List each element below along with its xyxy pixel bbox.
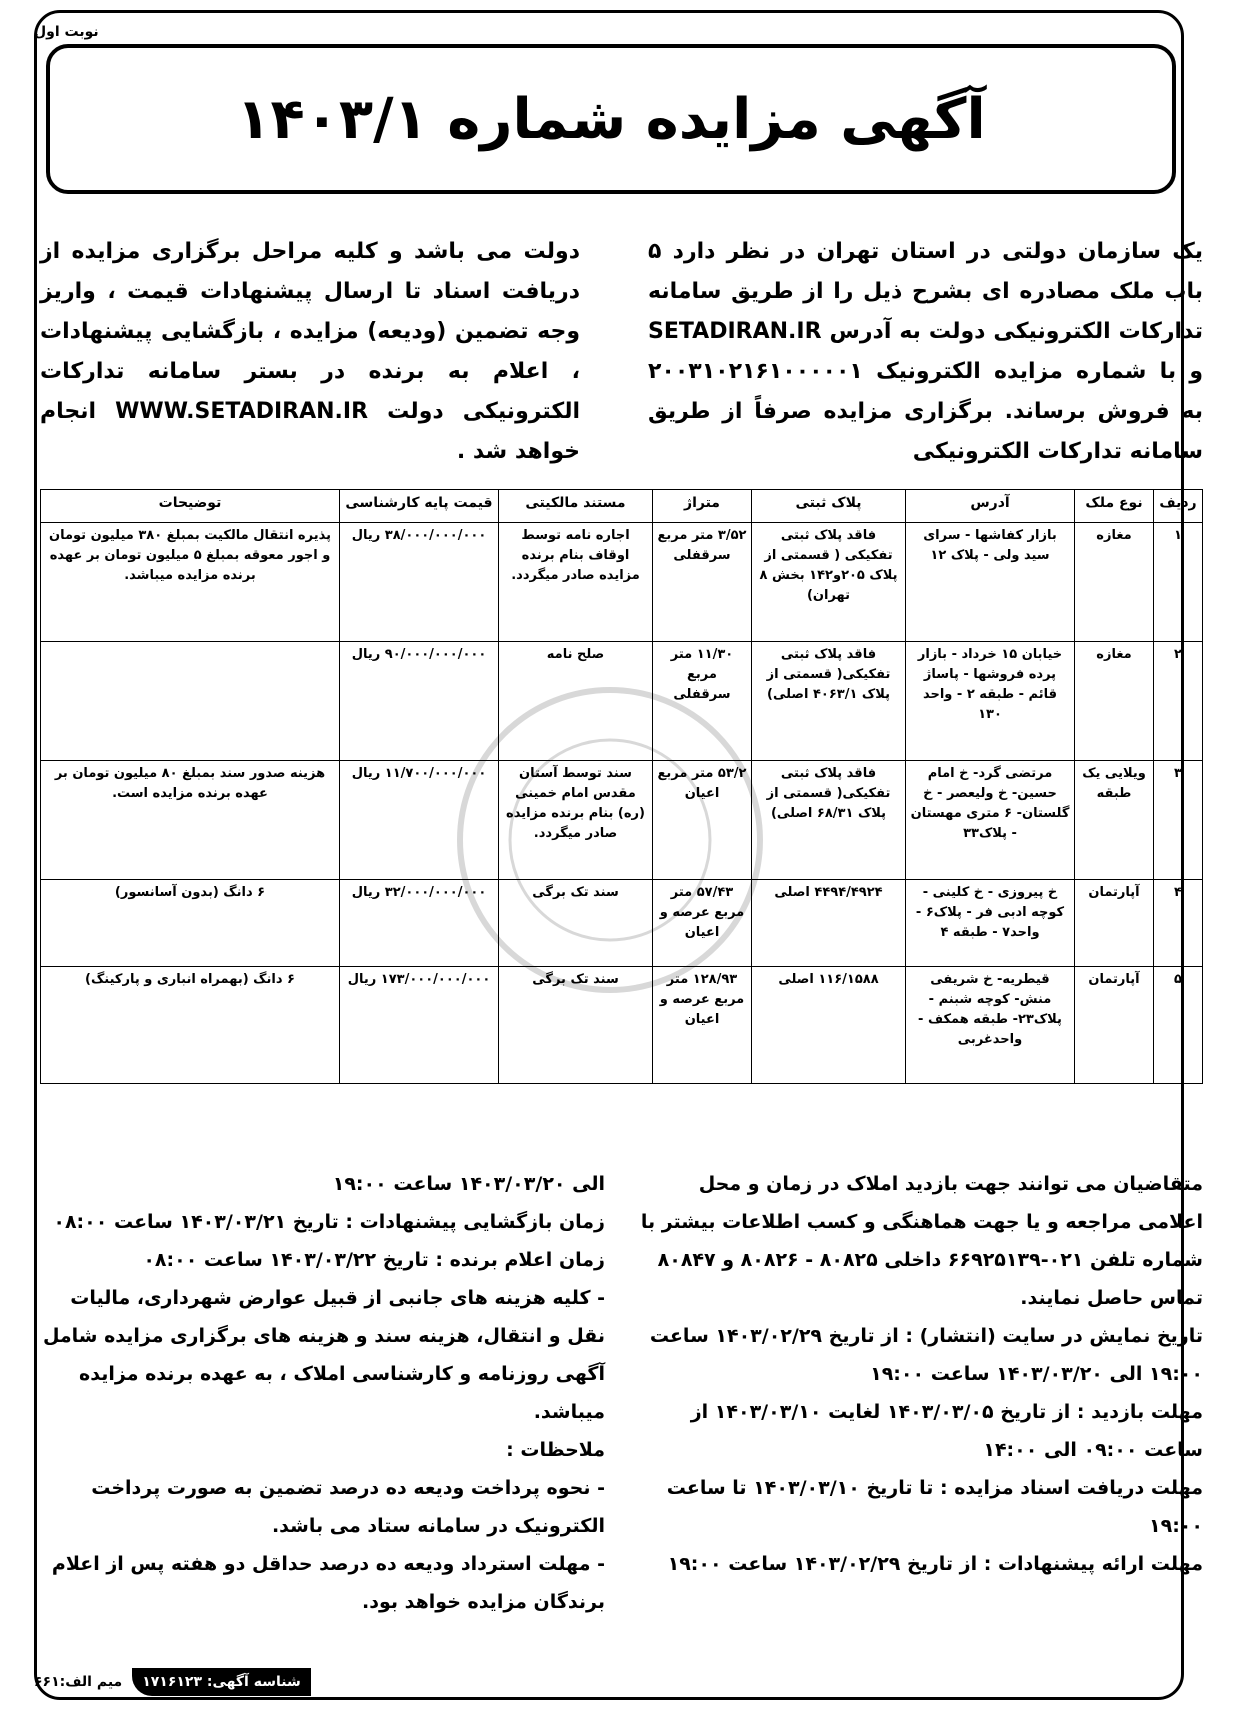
- cell-base-price: ۳۲/۰۰۰/۰۰۰/۰۰۰ ریال: [340, 880, 499, 967]
- footer: [34, 1665, 311, 1699]
- col-header-ownership: مستند مالکیتی: [499, 490, 653, 523]
- table-row: [41, 967, 1203, 1084]
- publication-code: میم الف:۶۶۱: [34, 1674, 123, 1690]
- costs-paragraph: - کلیه هزینه های جانبی از قبیل عوارض شهرداری، مالیات نقل و انتقال، هزینه سند و هزینه های برگزاری مزایده شامل آگهی روزنامه و کارشناسی املاک ، به عهده برنده مزایده میباشد.: [42, 1287, 605, 1423]
- cell-notes: هزینه صدور سند بمبلغ ۸۰ میلیون تومان بر عهده برنده مزایده است.: [41, 761, 340, 880]
- col-header-notes: توضیحات: [41, 490, 340, 523]
- offers-deadline-paragraph: مهلت ارائه پیشنهادات : از تاریخ ۱۴۰۳/۰۲/۲۹ ساعت ۱۹:۰۰: [667, 1553, 1203, 1575]
- notes-heading: ملاحظات :: [506, 1439, 605, 1461]
- col-header-plaque: پلاک ثبتی: [752, 490, 906, 523]
- col-header-type: نوع ملک: [1075, 490, 1154, 523]
- cell-area: ۵۷/۴۳ متر مربع عرصه و اعیان: [653, 880, 752, 967]
- cell-address: خیابان ۱۵ خرداد - بازار پرده فروشها - پاساژ قائم - طبقه ۲ - واحد ۱۳۰: [906, 642, 1075, 761]
- cell-ownership: سند تک برگی: [499, 967, 653, 1084]
- cell-plaque: فاقد پلاک ثبتی تفکیکی( قسمتی از پلاک ۴۰۶۳/۱ اصلی): [752, 642, 906, 761]
- intro-text-right: یک سازمان دولتی در استان تهران در نظر دارد ۵ باب ملک مصادره ای بشرح ذیل را از طریق سامانه تدارکات الکترونیکی دولت به آدرس SETADIRAN.IR و با شماره مزایده الکترونیک ۲۰۰۳۱۰۲۱۶۱۰۰۰۰۰۱ به فروش برساند. برگزاری مزایده صرفاً از طریق سامانه تدارکات الکترونیکی: [648, 239, 1203, 464]
- cell-type: مغازه: [1075, 523, 1154, 642]
- cell-type: ویلایی یک طبقه: [1075, 761, 1154, 880]
- cell-notes: ۶ دانگ (بدون آسانسور): [41, 880, 340, 967]
- cell-notes: پذیره انتقال مالکیت بمبلغ ۳۸۰ میلیون تومان و اجور معوقه بمبلغ ۵ میلیون تومان بر عهده برنده مزایده میباشد.: [41, 523, 340, 642]
- title-box: [46, 44, 1176, 194]
- cell-base-price: ۱۷۳/۰۰۰/۰۰۰/۰۰۰ ریال: [340, 967, 499, 1084]
- cell-type: آپارتمان: [1075, 967, 1154, 1084]
- cell-row-no: ۱: [1154, 523, 1203, 642]
- cell-address: خ پیروزی - خ کلینی - کوچه ادبی فر - پلاک۶ - واحد۷ - طبقه ۴: [906, 880, 1075, 967]
- cell-plaque: فاقد پلاک ثبتی تفکیکی( قسمتی از پلاک ۶۸/۳۱ اصلی): [752, 761, 906, 880]
- col-header-base-price: قیمت پایه کارشناسی: [340, 490, 499, 523]
- properties-table: [40, 489, 1203, 1084]
- schedule-right-column: [633, 1165, 1203, 1583]
- cell-plaque: ۴۴۹۴/۴۹۲۴ اصلی: [752, 880, 906, 967]
- cell-row-no: ۴: [1154, 880, 1203, 967]
- schedule-left-column: [40, 1165, 605, 1621]
- table-row: [41, 880, 1203, 967]
- page-title: آگهی مزایده شماره ۱۴۰۳/۱: [236, 86, 986, 152]
- intro-text-left: دولت می باشد و کلیه مراحل برگزاری مزایده از دریافت اسناد تا ارسال پیشنهادات قیمت ، واریز وجه تضمین (ودیعه) مزایده ، بازگشایی پیشنهادات ، اعلام به برنده در بستر سامانه تدارکات الکترونیکی دولت WWW.SETADIRAN.IR انجام خواهد شد .: [40, 239, 580, 464]
- cell-notes: ۶ دانگ (بهمراه انباری و پارکینگ): [41, 967, 340, 1084]
- col-header-address: آدرس: [906, 490, 1075, 523]
- cell-plaque: ۱۱۶/۱۵۸۸ اصلی: [752, 967, 906, 1084]
- cell-type: آپارتمان: [1075, 880, 1154, 967]
- round-label: نوبت اول: [34, 24, 99, 40]
- cell-area: ۱۱/۳۰ متر مربع سرقفلی: [653, 642, 752, 761]
- winner-announcement-paragraph: زمان اعلام برنده : تاریخ ۱۴۰۳/۰۳/۲۲ ساعت ۰۸:۰۰: [143, 1249, 605, 1271]
- cell-address: بازار کفاشها - سرای سید ولی - پلاک ۱۲: [906, 523, 1075, 642]
- cell-address: قیطریه- خ شریفی منش- کوچه شبنم - پلاک۲۳- طبقه همکف - واحدغربی: [906, 967, 1075, 1084]
- table-row: [41, 642, 1203, 761]
- cell-ownership: صلح نامه: [499, 642, 653, 761]
- cell-ownership: سند توسط آستان مقدس امام خمینی (ره) بنام برنده مزایده صادر میگردد.: [499, 761, 653, 880]
- cell-base-price: ۱۱/۷۰۰/۰۰۰/۰۰۰ ریال: [340, 761, 499, 880]
- documents-deadline-paragraph: مهلت دریافت اسناد مزایده : تا تاریخ ۱۴۰۳/۰۳/۱۰ تا ساعت ۱۹:۰۰: [666, 1477, 1203, 1537]
- cell-area: ۵۳/۲ متر مربع اعیان: [653, 761, 752, 880]
- deposit-payment-paragraph: - نحوه پرداخت ودیعه ده درصد تضمین به صورت پرداخت الکترونیک در سامانه ستاد می باشد.: [91, 1477, 605, 1537]
- table-row: [41, 523, 1203, 642]
- cell-row-no: ۵: [1154, 967, 1203, 1084]
- cell-base-price: ۳۸/۰۰۰/۰۰۰/۰۰۰ ریال: [340, 523, 499, 642]
- cell-ownership: اجاره نامه توسط اوقاف بنام برنده مزایده صادر میگردد.: [499, 523, 653, 642]
- cell-address: مرتضی گرد- خ امام حسین- خ ولیعصر - خ گلستان- ۶ متری مهستان - پلاک۳۳: [906, 761, 1075, 880]
- contact-paragraph: متقاضیان می توانند جهت بازدید املاک در زمان و محل اعلامی مراجعه و یا جهت هماهنگی و کسب اطلاعات بیشتر با شماره تلفن ۰۲۱-۶۶۹۲۵۱۳۹ داخلی ۸۰۸۲۵ - ۸۰۸۲۶ و ۸۰۸۴۷ تماس حاصل نمایند.: [640, 1173, 1203, 1309]
- cell-type: مغازه: [1075, 642, 1154, 761]
- col-header-area: متراژ: [653, 490, 752, 523]
- ad-id-badge: شناسه آگهی: ۱۷۱۶۱۲۳: [132, 1668, 311, 1696]
- publish-date-paragraph: تاریخ نمایش در سایت (انتشار) : از تاریخ ۱۴۰۳/۰۲/۲۹ ساعت ۱۹:۰۰ الی ۱۴۰۳/۰۳/۲۰ ساعت ۱۹:۰۰: [649, 1325, 1203, 1385]
- cell-notes: [41, 642, 340, 761]
- visit-deadline-paragraph: مهلت بازدید : از تاریخ ۱۴۰۳/۰۳/۰۵ لغایت ۱۴۰۳/۰۳/۱۰ از ساعت ۰۹:۰۰ الی ۱۴:۰۰: [690, 1401, 1203, 1461]
- cell-area: ۱۲۸/۹۳ متر مربع عرصه و اعیان: [653, 967, 752, 1084]
- table-header-row: [41, 490, 1203, 523]
- opening-time-paragraph: زمان بازگشایی پیشنهادات : تاریخ ۱۴۰۳/۰۳/۲۱ ساعت ۰۸:۰۰: [53, 1211, 605, 1233]
- cell-ownership: سند تک برگی: [499, 880, 653, 967]
- cell-plaque: فاقد پلاک ثبتی تفکیکی ( قسمتی از پلاک ۲۰۵و۱۴۲ بخش ۸ تهران): [752, 523, 906, 642]
- cell-area: ۳/۵۲ متر مربع سرقفلی: [653, 523, 752, 642]
- cell-row-no: ۳: [1154, 761, 1203, 880]
- col-header-row-no: ردیف: [1154, 490, 1203, 523]
- cell-row-no: ۲: [1154, 642, 1203, 761]
- offers-deadline-end: الی ۱۴۰۳/۰۳/۲۰ ساعت ۱۹:۰۰: [332, 1173, 605, 1195]
- deposit-refund-paragraph: - مهلت استرداد ودیعه ده درصد حداقل دو هفته پس از اعلام برندگان مزایده خواهد بود.: [51, 1553, 605, 1613]
- cell-base-price: ۹۰/۰۰۰/۰۰۰/۰۰۰ ریال: [340, 642, 499, 761]
- table-row: [41, 761, 1203, 880]
